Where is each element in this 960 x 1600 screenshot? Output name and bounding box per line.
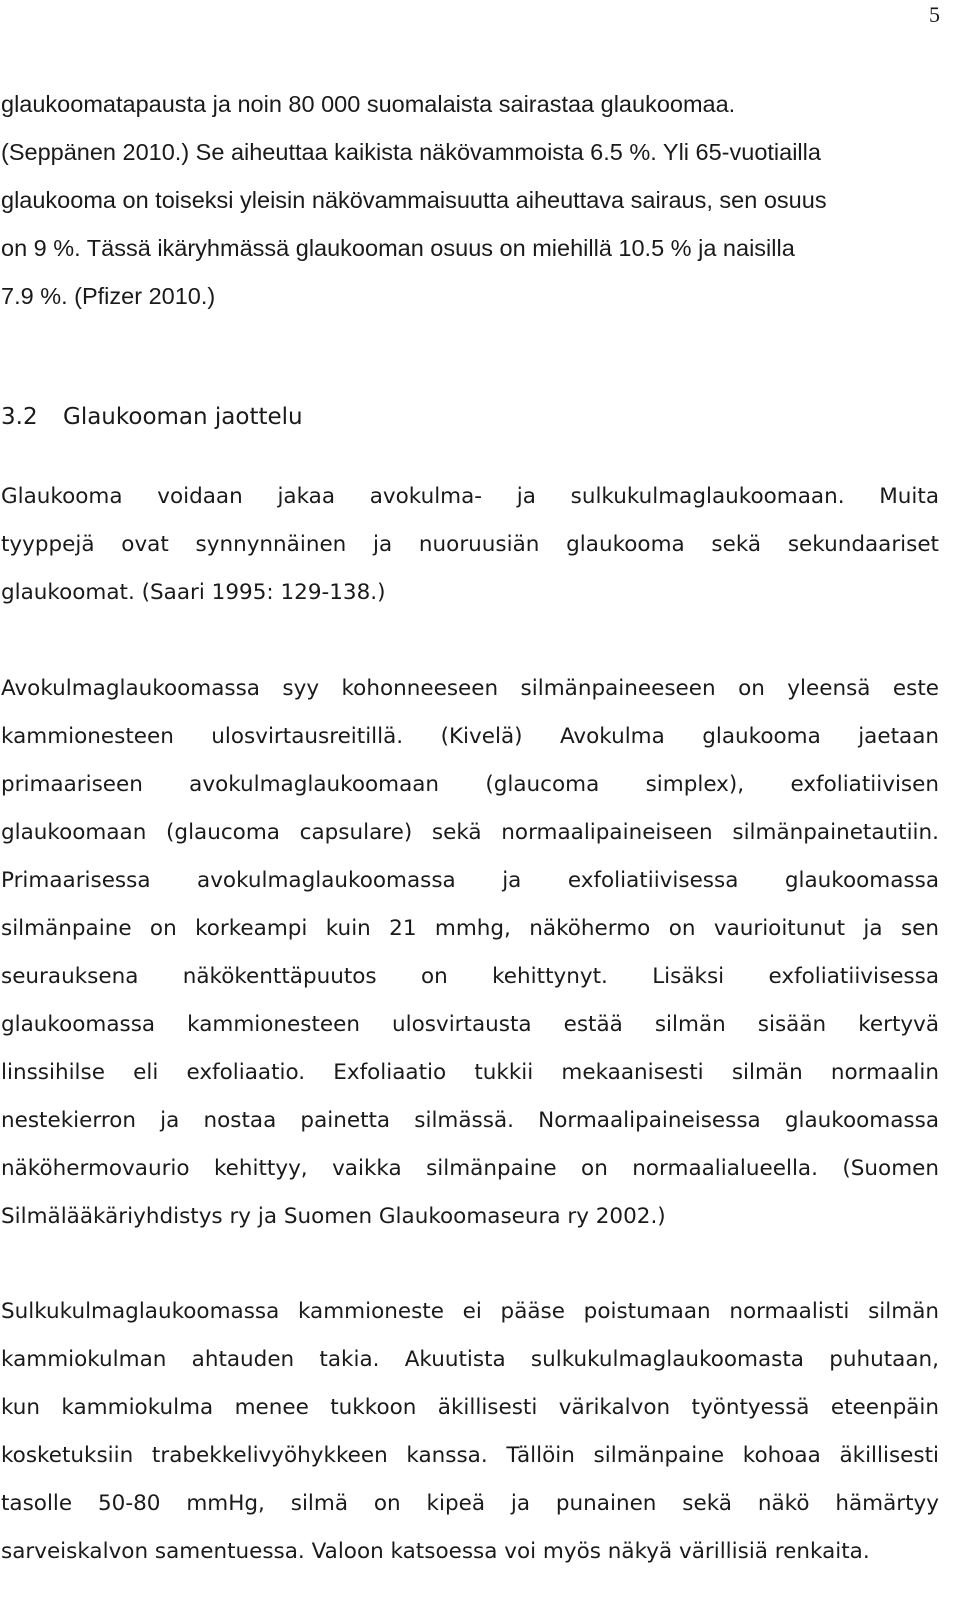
text-line: glaukoomatapausta ja noin 80 000 suomalaista sairastaa glaukoomaa.: [1, 91, 736, 117]
text-line: glaukoomassa kammionesteen ulosvirtausta estää silmän sisään kertyvä: [1, 1012, 939, 1037]
text-line: silmänpaine on korkeampi kuin 21 mmhg, näköhermo on vaurioitunut ja sen: [1, 916, 939, 941]
text-line: tyyppejä ovat synnynnäinen ja nuoruusiän glaukooma sekä sekundaariset: [1, 532, 939, 557]
text-line: linssihilse eli exfoliaatio. Exfoliaatio tukkii mekaanisesti silmän normaalin: [1, 1060, 939, 1085]
paragraph-classification: [1, 473, 939, 617]
text-line: Primaarisessa avokulmaglaukoomassa ja exfoliatiivisessa glaukoomassa: [1, 868, 939, 893]
text-line: seurauksena näkökenttäpuutos on kehittynyt. Lisäksi exfoliatiivisessa: [1, 964, 939, 989]
text-line: 7.9 %. (Pfizer 2010.): [1, 283, 216, 309]
text-line: Silmälääkäriyhdistys ry ja Suomen Glaukoomaseura ry 2002.): [1, 1204, 666, 1229]
text-line: Avokulmaglaukoomassa syy kohonneeseen silmänpaineeseen on yleensä este: [1, 676, 939, 701]
text-line: Sulkukulmaglaukoomassa kammioneste ei pääse poistumaan normaalisti silmän: [1, 1299, 939, 1324]
text-line: glaukooma on toiseksi yleisin näkövammaisuutta aiheuttava sairaus, sen osuus: [1, 187, 827, 213]
text-line: tasolle 50-80 mmHg, silmä on kipeä ja punainen sekä näkö hämärtyy: [1, 1491, 939, 1516]
section-heading: [1, 393, 303, 441]
text-line: kun kammiokulma menee tukkoon äkillisesti värikalvon työntyessä eteenpäin: [1, 1395, 939, 1420]
text-line: näköhermovaurio kehittyy, vaikka silmänpaine on normaalialueella. (Suomen: [1, 1156, 939, 1181]
text-line: glaukoomat. (Saari 1995: 129-138.): [1, 580, 386, 605]
page-number: 5: [929, 2, 940, 27]
text-line: kammionesteen ulosvirtausreitillä. (Kivelä) Avokulma glaukooma jaetaan: [1, 724, 939, 749]
text-line: (Seppänen 2010.) Se aiheuttaa kaikista näkövammoista 6.5 %. Yli 65-vuotiailla: [1, 139, 821, 165]
text-line: sarveiskalvon samentuessa. Valoon katsoessa voi myös näkyä värillisiä renkaita.: [1, 1539, 870, 1564]
section-number: 3.2: [1, 404, 38, 430]
text-line: Glaukooma voidaan jakaa avokulma- ja sulkukulmaglaukoomaan. Muita: [1, 484, 939, 509]
text-line: primaariseen avokulmaglaukoomaan (glaucoma simplex), exfoliatiivisen: [1, 772, 939, 797]
section-title: Glaukooman jaottelu: [63, 404, 303, 430]
text-line: kammiokulman ahtauden takia. Akuutista sulkukulmaglaukoomasta puhutaan,: [1, 1347, 939, 1372]
text-line: nestekierron ja nostaa painetta silmässä. Normaalipaineisessa glaukoomassa: [1, 1108, 939, 1133]
text-line: glaukoomaan (glaucoma capsulare) sekä normaalipaineiseen silmänpainetautiin.: [1, 820, 939, 845]
paragraph-prevalence: [1, 80, 939, 320]
paragraph-open-angle: [1, 665, 939, 1241]
text-line: on 9 %. Tässä ikäryhmässä glaukooman osuus on miehillä 10.5 % ja naisilla: [1, 235, 795, 261]
text-line: kosketuksiin trabekkelivyöhykkeen kanssa. Tällöin silmänpaine kohoaa äkillisesti: [1, 1443, 939, 1468]
paragraph-closed-angle: [1, 1288, 939, 1576]
